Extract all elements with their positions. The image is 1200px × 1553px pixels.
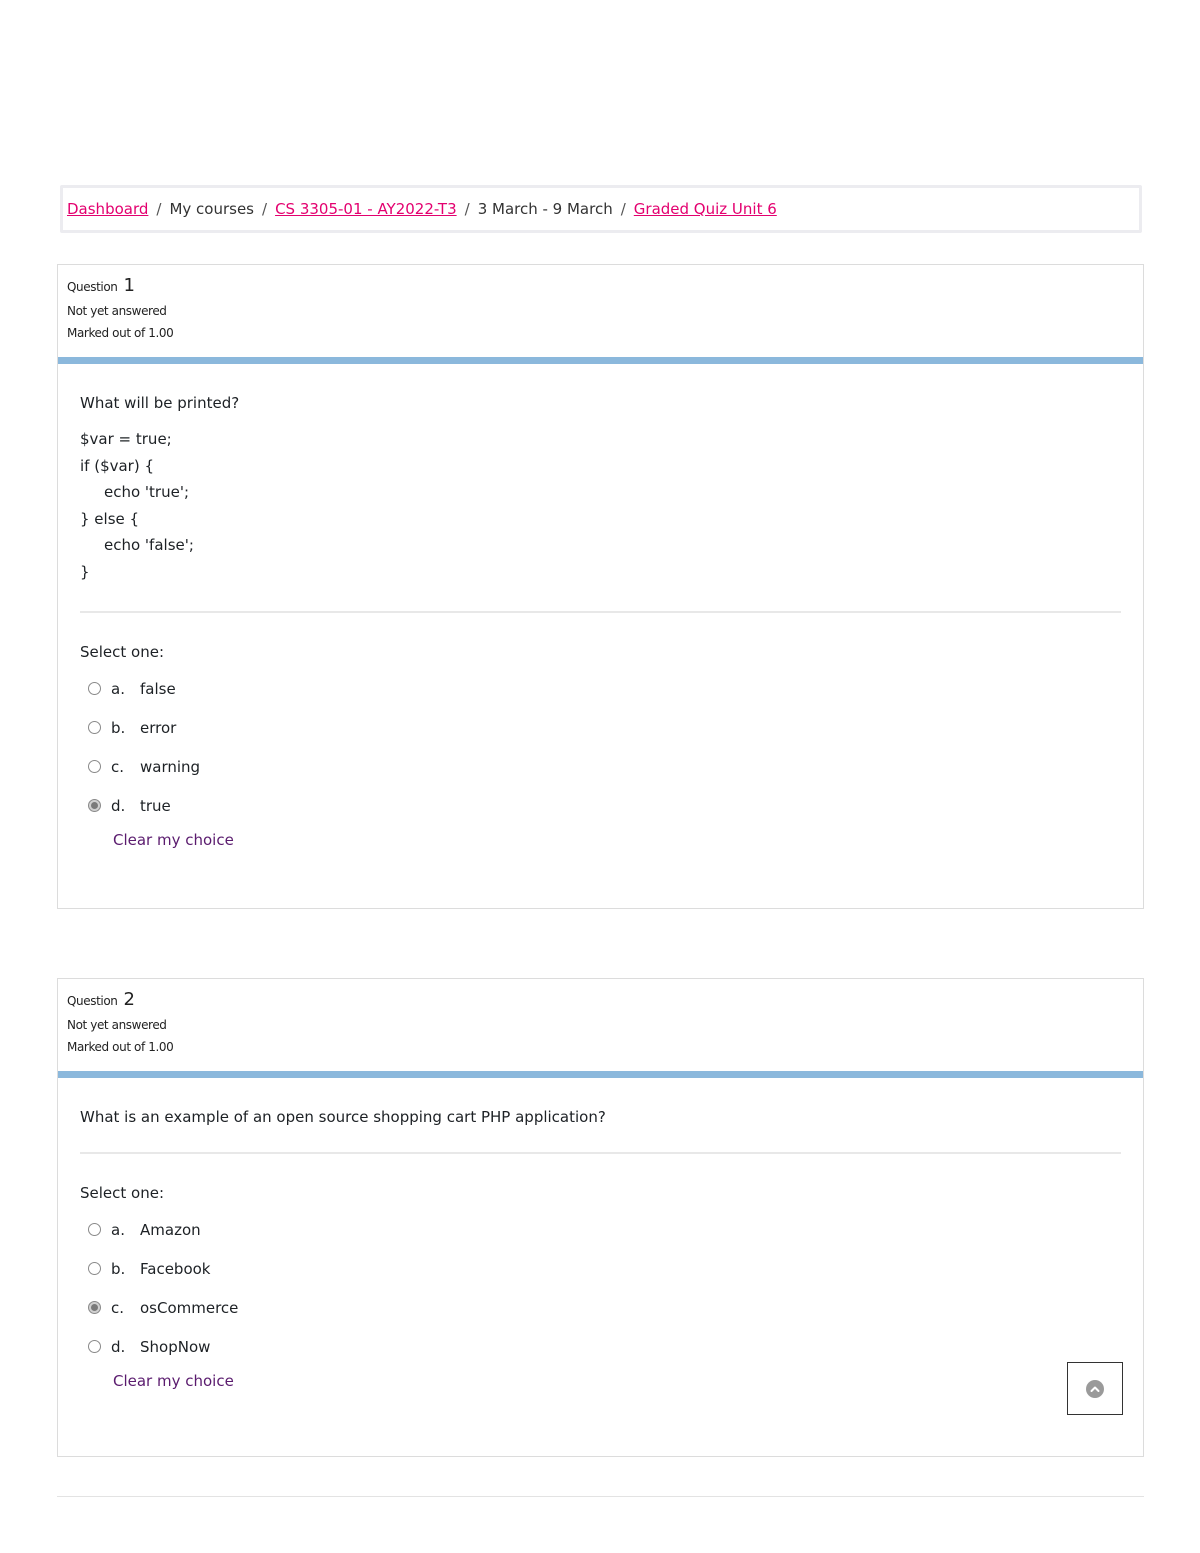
answer-letter: d.: [111, 1337, 126, 1356]
radio-button[interactable]: [88, 721, 101, 734]
question-status: Not yet answered: [67, 1018, 167, 1032]
question-1: [57, 264, 1144, 909]
code-line: echo 'false';: [104, 536, 194, 554]
code-line: if ($var) {: [80, 456, 155, 475]
question-content: [58, 364, 1143, 849]
question-marks: Marked out of 1.00: [67, 1040, 174, 1054]
question-text: What is an example of an open source shopping cart PHP application?: [80, 1108, 606, 1126]
breadcrumb-week: 3 March - 9 March: [477, 200, 613, 218]
answer-list: [80, 669, 1121, 825]
breadcrumb: [60, 185, 1142, 233]
answer-text: error: [140, 718, 177, 737]
answer-letter: d.: [111, 796, 126, 815]
question-info: [58, 979, 1143, 1071]
answer-option-d[interactable]: [80, 786, 1121, 825]
breadcrumb-quiz-link[interactable]: Graded Quiz Unit 6: [633, 200, 777, 218]
answer-letter: b.: [111, 718, 126, 737]
answer-text: false: [140, 679, 176, 698]
answer-option-b[interactable]: [80, 708, 1121, 747]
answer-option-c[interactable]: [80, 1288, 1121, 1327]
back-to-top-button[interactable]: [1067, 1362, 1123, 1415]
radio-button[interactable]: [88, 682, 101, 695]
breadcrumb-course-link[interactable]: CS 3305-01 - AY2022-T3: [275, 200, 457, 218]
answer-option-b[interactable]: [80, 1249, 1121, 1288]
question-separator-bar: [58, 1071, 1143, 1078]
code-line: }: [80, 562, 90, 581]
question-code: [80, 426, 1121, 585]
radio-button[interactable]: [88, 1223, 101, 1236]
answer-letter: c.: [111, 757, 125, 776]
question-status: Not yet answered: [67, 304, 167, 318]
divider: [80, 1152, 1121, 1154]
answer-option-a[interactable]: [80, 1210, 1121, 1249]
answer-text: warning: [140, 757, 201, 776]
breadcrumb-separator: /: [464, 200, 470, 218]
answer-option-a[interactable]: [80, 669, 1121, 708]
breadcrumb-dashboard-link[interactable]: Dashboard: [67, 200, 149, 218]
answer-text: Facebook: [140, 1259, 211, 1278]
question-number: 2: [123, 989, 135, 1010]
answer-option-c[interactable]: [80, 747, 1121, 786]
question-marks: Marked out of 1.00: [67, 326, 174, 340]
code-line: echo 'true';: [104, 483, 190, 501]
answer-letter: b.: [111, 1259, 126, 1278]
question-title: [67, 989, 1134, 1010]
code-line: } else {: [80, 509, 140, 528]
answer-text: ShopNow: [140, 1337, 211, 1356]
answer-text: osCommerce: [140, 1298, 239, 1317]
answer-option-d[interactable]: [80, 1327, 1121, 1366]
answer-letter: c.: [111, 1298, 125, 1317]
radio-button-selected[interactable]: [88, 1301, 101, 1314]
breadcrumb-separator: /: [620, 200, 626, 218]
chevron-up-icon: [1086, 1380, 1104, 1398]
question-label: Question: [67, 994, 118, 1008]
select-one-label: Select one:: [80, 643, 165, 661]
radio-button[interactable]: [88, 1262, 101, 1275]
answer-text: true: [140, 796, 171, 815]
breadcrumb-separator: /: [156, 200, 162, 218]
question-number: 1: [123, 275, 135, 296]
question-info: [58, 265, 1143, 357]
radio-button[interactable]: [88, 760, 101, 773]
code-line: $var = true;: [80, 430, 172, 448]
select-one-label: Select one:: [80, 1184, 165, 1202]
clear-my-choice-link[interactable]: Clear my choice: [113, 1372, 234, 1390]
question-label: Question: [67, 280, 118, 294]
breadcrumb-my-courses: My courses: [169, 200, 254, 218]
question-title: [67, 275, 1134, 296]
question-text: What will be printed?: [80, 394, 240, 412]
question-content: [58, 1078, 1143, 1390]
clear-my-choice-link[interactable]: Clear my choice: [113, 831, 234, 849]
question-separator-bar: [58, 357, 1143, 364]
question-2: [57, 978, 1144, 1457]
answer-letter: a.: [111, 679, 125, 698]
answer-list: [80, 1210, 1121, 1366]
breadcrumb-separator: /: [262, 200, 268, 218]
answer-text: Amazon: [140, 1220, 201, 1239]
divider: [80, 611, 1121, 613]
radio-button-selected[interactable]: [88, 799, 101, 812]
answer-letter: a.: [111, 1220, 125, 1239]
radio-button[interactable]: [88, 1340, 101, 1353]
footer-divider: [57, 1496, 1144, 1497]
